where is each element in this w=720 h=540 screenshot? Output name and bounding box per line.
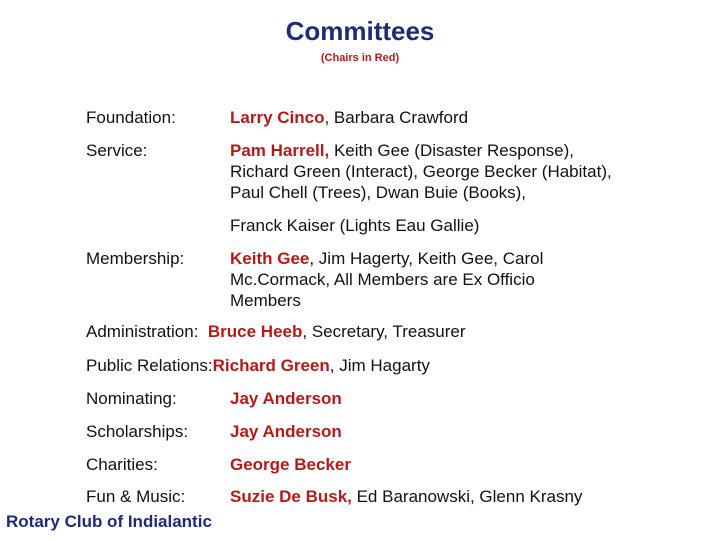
committee-label: Public Relations: [86,356,213,375]
committee-chair: George Becker [230,455,351,474]
committee-other-members: , Barbara Crawford [324,108,469,127]
committee-label: Foundation: [86,108,176,127]
page-title: Committees [285,16,435,46]
committee-chair: Larry Cinco [230,108,325,127]
committee-members [230,388,640,409]
page-subtitle: (Chairs in Red) [320,52,400,64]
committee-members-continued: Franck Kaiser (Lights Eau Gallie) [230,216,480,235]
committee-chair: Richard Green [212,356,330,375]
committee-members [230,454,640,475]
committee-chair: Bruce Heeb [207,322,303,341]
committee-other-members: Keith Gee (Disaster Response), Richard Green (Interact), George Becker (Habitat), Paul Chell (Trees), Dwan Buie (Books), [230,141,612,202]
committee-label: Nominating: [86,389,177,408]
committee-members [230,140,630,203]
committee-members [230,421,640,442]
committee-chair: Keith Gee [230,249,310,268]
committee-chair: Jay Anderson [230,389,342,408]
committee-label: Fun & Music: [86,487,186,506]
committee-label: Service: [86,141,148,160]
committee-members [230,107,640,128]
committee-other-members: , Jim Hagarty [329,356,430,375]
footer-club-name: Rotary Club of Indialantic [6,512,212,531]
committee-label: Charities: [86,455,158,474]
committee-members [230,486,640,507]
committee-chair: Jay Anderson [230,422,342,441]
committee-chair: Suzie De Busk, [230,487,352,506]
committee-members [230,248,570,311]
committee-public-relations [86,355,430,376]
committee-administration [86,321,466,342]
committee-chair: Pam Harrell, [230,141,330,160]
committee-label: Membership: [86,249,185,268]
committee-other-members: , Jim Hagerty, Keith Gee, Carol Mc.Cormack, All Members are Ex Officio Members [230,249,544,310]
committee-other-members: , Secretary, Treasurer [302,322,466,341]
committee-label: Scholarships: [86,422,189,441]
committee-other-members: Ed Baranowski, Glenn Krasny [351,487,583,506]
committee-label: Administration: [86,322,199,341]
